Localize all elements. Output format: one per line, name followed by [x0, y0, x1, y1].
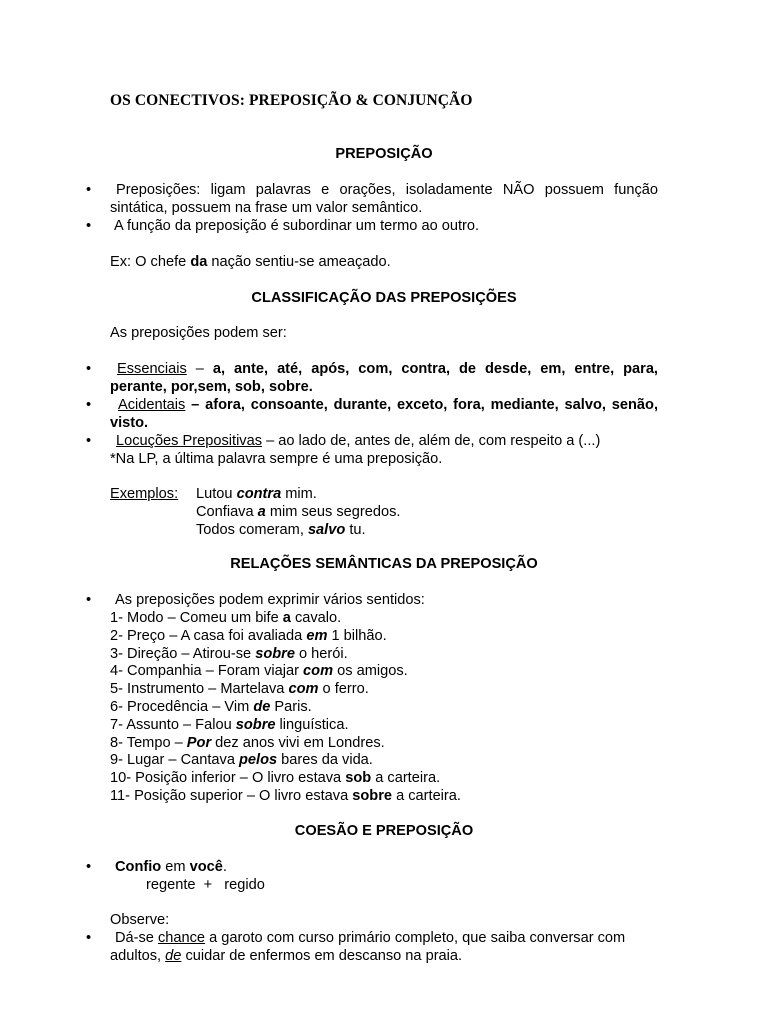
semantic-relation-item: 8- Tempo – Por dez anos vivi em Londres. [110, 734, 385, 751]
relation-preposition: Por [186, 734, 212, 751]
bullet-essenciais [110, 361, 658, 397]
regente-word: Confio [115, 859, 162, 875]
semantic-relation-item: 1- Modo – Comeu um bife a cavalo. [110, 610, 342, 626]
observe-label: Observe: [110, 912, 170, 928]
example-preposition: contra [236, 486, 282, 502]
bullet-icon: • [86, 930, 92, 946]
relation-preposition: com [288, 681, 319, 698]
regido-word: você [189, 859, 223, 875]
relation-preposition: sobre [255, 645, 295, 662]
essenciais-list: a, ante, até, após, com, contra, de desde, em, entre, para, perante, por,sem, sob, sobre. [110, 361, 658, 395]
relation-preposition: sob [345, 770, 372, 787]
semantic-relation-item: 10- Posição inferior – O livro estava sob a carteira. [110, 770, 441, 787]
semantic-relations-list [110, 610, 461, 806]
locucoes-label: Locuções Prepositivas [116, 433, 263, 449]
regente-regido-labels: regente + regido [146, 877, 265, 893]
bullet-icon: • [86, 397, 92, 413]
relation-preposition: a [282, 610, 291, 626]
document-title: OS CONECTIVOS: PREPOSIÇÃO & CONJUNÇÃO [110, 92, 473, 109]
bullet-chance-example: Dá-se chance a garoto com curso primário completo, que saiba conversar com adultos, de cuidar de enfermos em descanso na praia. [110, 930, 626, 964]
heading-relacoes: RELAÇÕES SEMÂNTICAS DA PREPOSIÇÃO [230, 556, 538, 572]
example-item: Todos comeram, salvo tu. [196, 521, 366, 538]
semantic-relation-item: 5- Instrumento – Martelava com o ferro. [110, 681, 369, 698]
example-item: Confiava a mim seus segredos. [196, 503, 401, 520]
semantic-relation-item: 7- Assunto – Falou sobre linguística. [110, 716, 349, 733]
heading-preposicao: PREPOSIÇÃO [335, 146, 433, 162]
semantic-relation-item: 2- Preço – A casa foi avaliada em 1 bilhão. [110, 627, 387, 644]
bullet-acidentais [110, 397, 658, 433]
examples-list [196, 486, 400, 539]
example-preposition: da [190, 254, 208, 270]
classification-intro: As preposições podem ser: [110, 325, 287, 341]
bullet-icon: • [86, 433, 92, 449]
locucoes-note: *Na LP, a última palavra sempre é uma preposição. [110, 451, 443, 467]
example-text: nação sentiu-se ameaçado. [207, 254, 391, 270]
relation-preposition: de [253, 698, 271, 715]
example-preposition: salvo [307, 521, 346, 538]
heading-classificacao: CLASSIFICAÇÃO DAS PREPOSIÇÕES [251, 290, 517, 306]
bullet-icon: • [86, 859, 92, 875]
relation-preposition: pelos [239, 752, 278, 769]
bullet-function: A função da preposição é subordinar um termo ao outro. [114, 218, 480, 234]
underlined-preposition: de [165, 947, 182, 964]
locucoes-text: – ao lado de, antes de, além de, com respeito a (...) [262, 433, 601, 449]
semantic-relation-item: 3- Direção – Atirou-se sobre o herói. [110, 645, 348, 662]
bullet-icon: • [86, 218, 92, 234]
example-preposition: a [257, 503, 266, 520]
bullet-locucoes [110, 433, 658, 451]
relation-preposition: em [306, 627, 328, 644]
coesao-example: Confio em você. [115, 859, 227, 875]
relation-preposition: sobre [352, 787, 393, 804]
semantic-relation-item: 9- Lugar – Cantava pelos bares da vida. [110, 752, 373, 769]
example-line [110, 254, 670, 272]
relacoes-intro: As preposições podem exprimir vários sentidos: [115, 592, 425, 608]
bullet-definition: Preposições: ligam palavras e orações, isoladamente NÃO possuem função sintática, possuem na frase um valor semântico. [110, 182, 658, 216]
heading-coesao: COESÃO E PREPOSIÇÃO [294, 823, 474, 839]
underlined-word: chance [157, 930, 206, 946]
example-item: Lutou contra mim. [196, 486, 317, 502]
bullet-icon: • [86, 592, 92, 608]
acidentais-list: – afora, consoante, durante, exceto, fora, mediante, salvo, senão, visto. [110, 397, 658, 431]
semantic-relation-item: 6- Procedência – Vim de Paris. [110, 698, 312, 715]
examples-label: Exemplos: [110, 486, 179, 502]
bullet-icon: • [86, 182, 92, 198]
acidentais-label: Acidentais [118, 397, 186, 413]
essenciais-label: Essenciais [117, 361, 187, 377]
dash: – [186, 361, 213, 377]
semantic-relation-item: 11- Posição superior – O livro estava sobre a carteira. [110, 787, 461, 804]
bullet-icon: • [86, 361, 92, 377]
example-text: Ex: O chefe [110, 254, 191, 270]
relation-preposition: sobre [235, 716, 276, 733]
semantic-relation-item: 4- Companhia – Foram viajar com os amigos. [110, 663, 408, 680]
relation-preposition: com [303, 663, 334, 680]
